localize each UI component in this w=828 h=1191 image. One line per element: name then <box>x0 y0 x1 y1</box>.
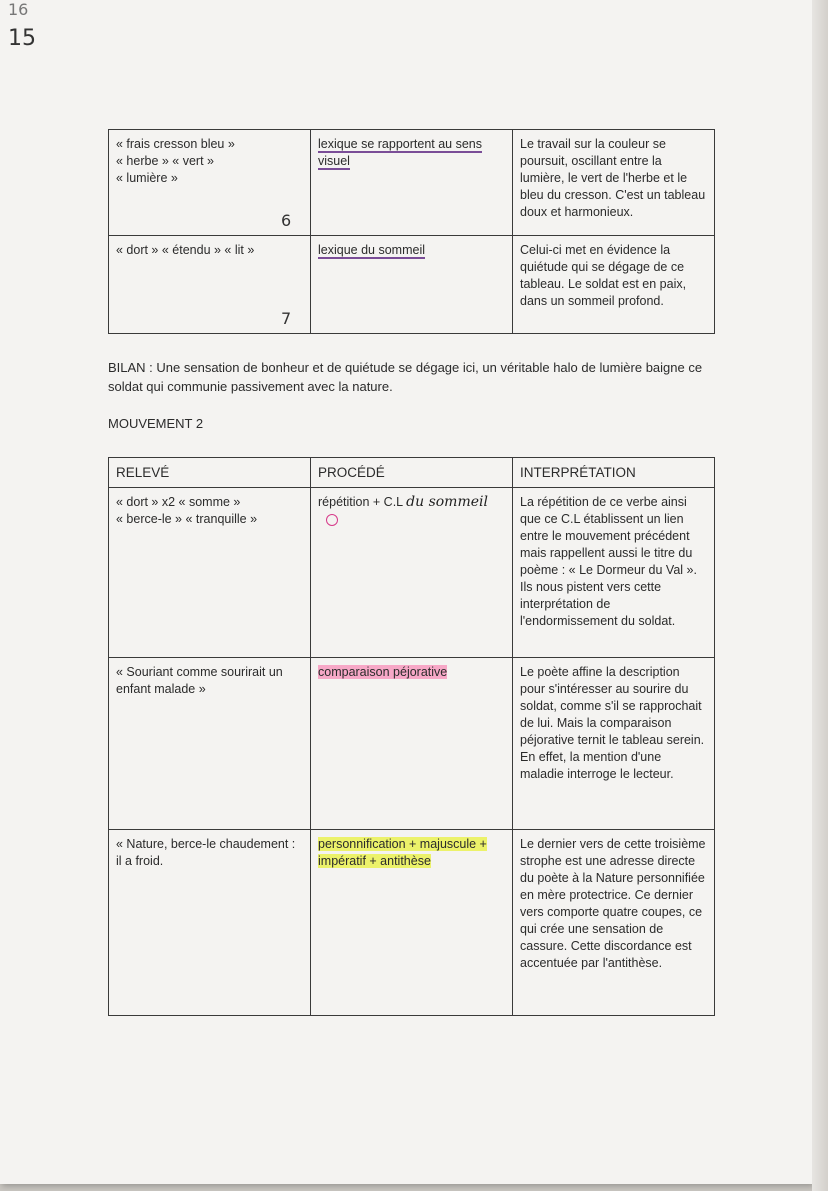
releve-cell <box>109 488 311 658</box>
analysis-table-2 <box>108 457 715 1016</box>
procede-text: répétition + C.L <box>318 495 403 509</box>
header-releve: RELEVÉ <box>109 458 311 488</box>
procede-cell <box>311 658 513 830</box>
interpretation-text: Celui-ci met en évidence la quiétude qui se dégage de ce tableau. Le soldat est en paix, dans un sommeil profond. <box>520 243 687 308</box>
procede-cell <box>311 488 513 658</box>
procede-cell <box>281 236 513 334</box>
releve-cell <box>109 830 311 1016</box>
table-row <box>109 488 715 658</box>
table-row <box>109 236 715 334</box>
releve-text: « dort » « étendu » « lit » <box>116 243 255 257</box>
interpretation-text: Le dernier vers de cette troisième strophe est une adresse directe du poète à la Nature personnifiée en mère protectrice. Ce dernier vers comporte quatre coupes, ce qui crée une sensation de cassure. Cette discordance est accentuée par l'antithèse. <box>520 837 706 970</box>
table-row <box>109 658 715 830</box>
header-interpretation: INTERPRÉTATION <box>513 458 715 488</box>
releve-text: « frais cresson bleu » « herbe » « vert » « lumière » <box>116 137 235 185</box>
page-number-old: 16 <box>8 0 29 19</box>
page-number-current: 15 <box>8 26 36 51</box>
interpretation-cell <box>513 830 715 1016</box>
procede-text: personnification + majuscule + impératif + antithèse <box>318 837 487 868</box>
handwritten-note: 7 <box>281 309 292 328</box>
header-procede: PROCÉDÉ <box>311 458 513 488</box>
procede-text: lexique se rapportent au sens visuel <box>318 137 482 168</box>
procede-text: lexique du sommeil <box>318 243 425 257</box>
releve-cell <box>109 658 311 830</box>
table-row <box>109 130 715 236</box>
handwritten-annotation: du sommeil <box>406 494 488 510</box>
section-title: MOUVEMENT 2 <box>108 416 204 431</box>
interpretation-text: Le travail sur la couleur se poursuit, oscillant entre la lumière, le vert de l'herbe et le bleu du cresson. C'est un tableau doux et harmonieux. <box>520 137 706 219</box>
procede-cell <box>311 830 513 1016</box>
interpretation-cell <box>513 488 715 658</box>
procede-text: comparaison péjorative <box>318 665 448 679</box>
table-header-row <box>109 458 715 488</box>
paper-stack-edge <box>812 0 828 1191</box>
interpretation-cell <box>513 236 715 334</box>
table-row <box>109 830 715 1016</box>
interpretation-text: Le poète affine la description pour s'intéresser au sourire du soldat, comme s'il se rapprochait de lui. Mais la comparaison péjorative ternit le tableau serein. En effet, la mention d'une maladie interroge le lecteur. <box>520 665 705 781</box>
circle-mark-icon <box>326 514 338 526</box>
releve-text: « dort » x2 « somme » « berce-le » « tranquille » <box>116 495 258 526</box>
analysis-table-1 <box>108 129 715 334</box>
procede-cell <box>281 130 513 236</box>
releve-text: « Souriant comme sourirait un enfant malade » <box>116 665 283 696</box>
releve-text: « Nature, berce-le chaudement : il a froid. <box>116 837 296 868</box>
interpretation-cell <box>513 130 715 236</box>
interpretation-cell <box>513 658 715 830</box>
interpretation-text: La répétition de ce verbe ainsi que ce C.L établissent un lien entre le mouvement précédent mais rappellent aussi le titre du poème : « Le Dormeur du Val ». Ils nous pistent vers cette interprétation de l'endormissement du soldat. <box>520 495 697 628</box>
handwritten-note: 6 <box>281 211 292 230</box>
bilan-paragraph: BILAN : Une sensation de bonheur et de quiétude se dégage ici, un véritable halo de lumière baigne ce soldat qui communie passivement avec la nature. <box>108 360 703 394</box>
